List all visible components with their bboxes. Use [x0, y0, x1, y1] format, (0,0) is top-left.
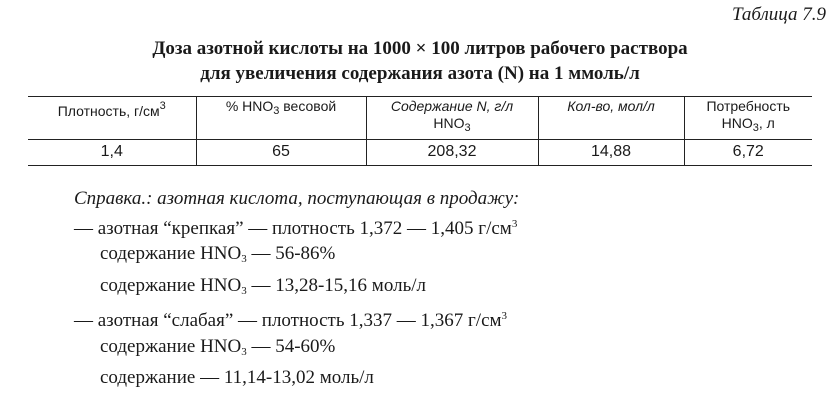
title-line-1: Доза азотной кислоты на 1000 × 100 литров рабочего раствора	[152, 38, 688, 59]
cell-percent: 65	[196, 140, 366, 166]
note-strong-content-molar: содержание $HNO_3$ — 13,28-15,16 моль/л	[100, 274, 426, 297]
cell-content: 208,32	[366, 140, 538, 166]
header-need: Потребность $HNO_3$, л	[684, 97, 812, 140]
header-amount: Кол-во, мол/л	[538, 97, 684, 140]
cell-density: 1,4	[28, 140, 196, 166]
note-weak-content-molar: содержание — 11,14-13,02 моль/л	[100, 367, 374, 388]
cell-amount: 14,88	[538, 140, 684, 166]
note-intro: Справка.: азотная кислота, поступающая в продажу:	[74, 188, 520, 209]
table-number-caption: Таблица 7.9	[732, 4, 826, 25]
note-weak-content-percent: содержание $HNO_3$ — 54-60%	[100, 335, 336, 358]
cell-need: 6,72	[684, 140, 812, 166]
table-header-row	[28, 97, 812, 140]
table-title	[0, 36, 840, 86]
note-weak-density: — азотная “слабая” — плотность 1,337 — 1,367 $г/см^3$	[74, 310, 508, 331]
header-percent-hno3: % $HNO_3$ весовой	[196, 97, 366, 140]
note-strong-content-percent: содержание $HNO_3$ — 56-86%	[100, 243, 336, 265]
note-strong-density: — азотная “крепкая” — плотность 1,372 — 1,405 $г/см^3$	[74, 217, 518, 239]
table-row	[28, 140, 812, 166]
nitric-acid-dose-table	[28, 96, 812, 166]
title-line-2: для увеличения содержания азота (N) на 1 ммоль/л	[200, 63, 640, 84]
header-nitrogen-content: Содержание N, г/л $HNO_3$	[366, 97, 538, 140]
reference-notes	[74, 186, 519, 391]
header-density: Плотность, $г/см^3$	[28, 97, 196, 140]
